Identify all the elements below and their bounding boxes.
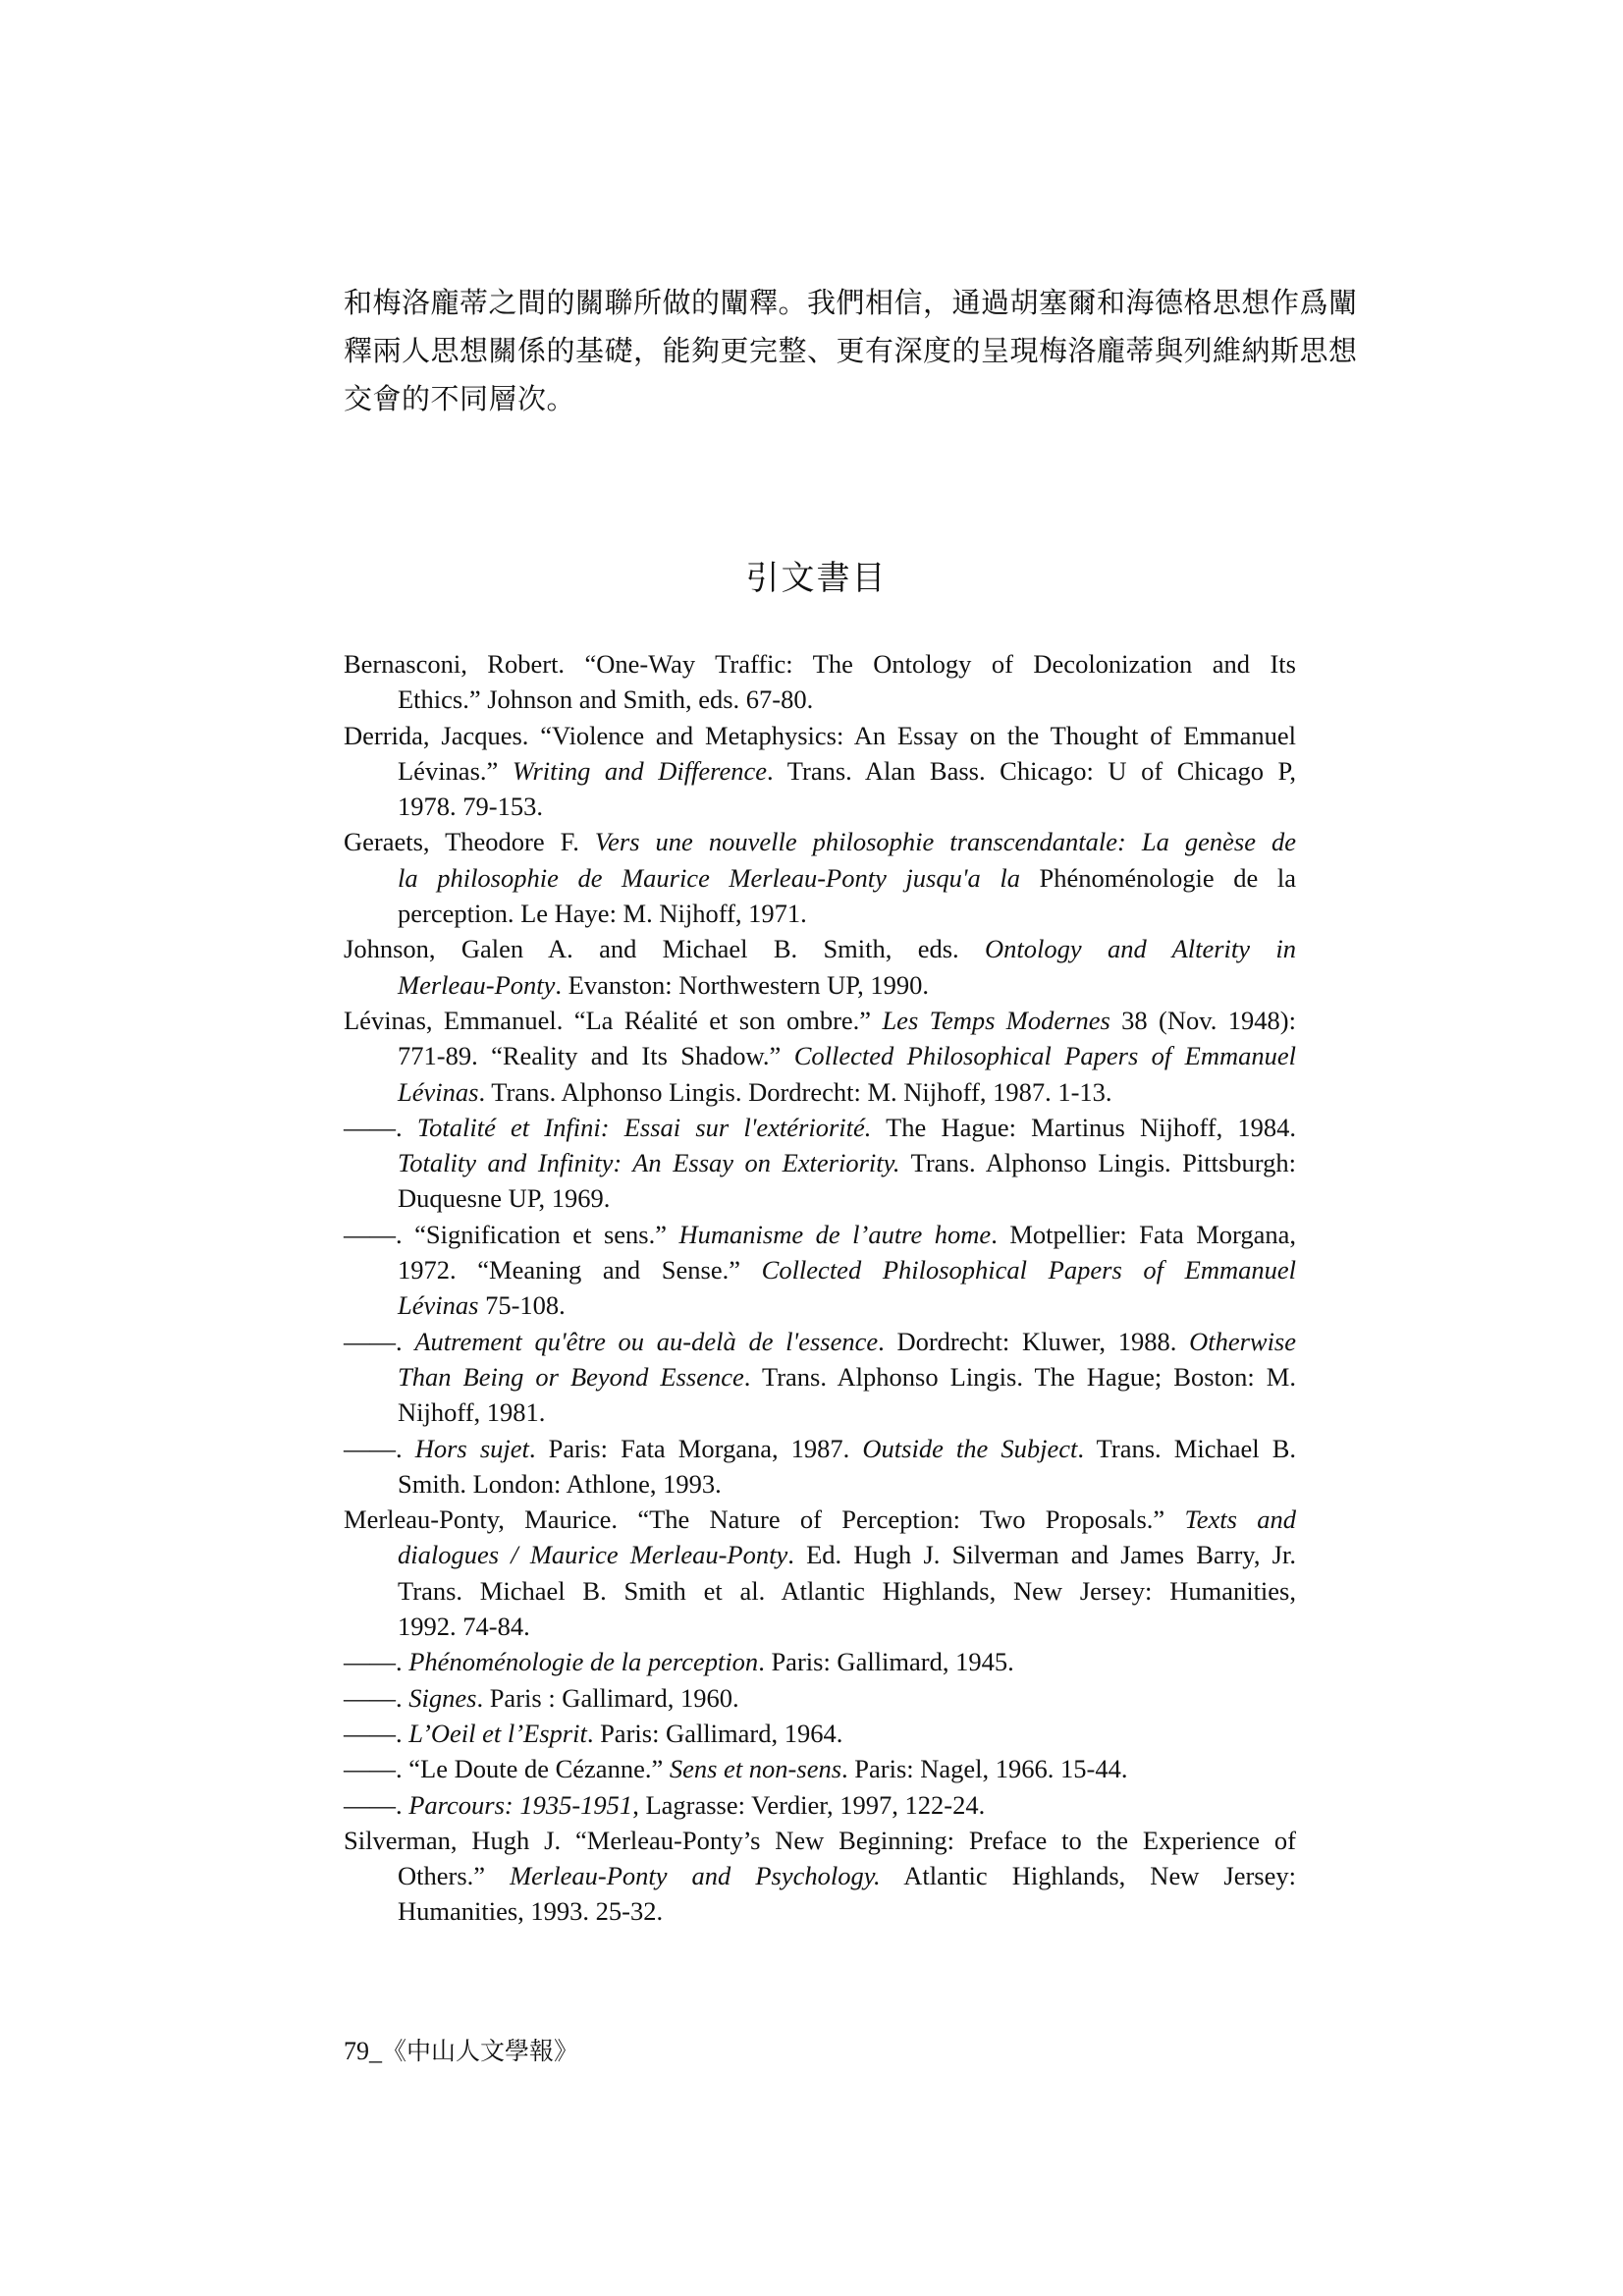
- italic-title-run: Totalité et Infini: Essai sur l'extériorité.: [416, 1112, 872, 1142]
- text-run: . Trans. Michael B.: [1077, 1433, 1296, 1463]
- bibliography-entry: [344, 1823, 1296, 1930]
- italic-title-run: Lévinas: [398, 1076, 479, 1107]
- bibliography-entry: [344, 1644, 1296, 1679]
- bibliography-line: [344, 1609, 1296, 1644]
- bibliography-entry: [344, 1431, 1296, 1503]
- bibliography-line: [344, 967, 1296, 1003]
- italic-title-run: Vers une nouvelle philosophie transcendantale: La genèse de: [594, 827, 1296, 857]
- bibliography-entry: [344, 1502, 1296, 1644]
- italic-title-run: Collected Philosophical Papers of Emmanuel: [793, 1041, 1296, 1071]
- italic-title-run: Outside the Subject: [862, 1433, 1078, 1463]
- italic-title-run: Totality and Infinity: An Essay on Exteriority.: [398, 1148, 900, 1178]
- bibliography-line: [344, 646, 1296, 682]
- italic-title-run: Hors sujet: [414, 1433, 529, 1463]
- bibliography-line: [344, 1003, 1296, 1038]
- bibliography-line: [344, 1287, 1296, 1323]
- bibliography-line: [344, 1145, 1296, 1180]
- bibliography-line: [344, 1573, 1296, 1609]
- text-run: Trans. Alphonso Lingis. Pittsburgh:: [899, 1148, 1297, 1178]
- text-run: . Paris: Gallimard, 1964.: [586, 1718, 843, 1748]
- bibliography-line: [344, 753, 1296, 789]
- text-run: Johnson, Galen A. and Michael B. Smith, eds.: [344, 934, 986, 964]
- bibliography-line: [344, 1537, 1296, 1572]
- text-run: ——. “Le Doute de Cézanne.”: [344, 1754, 670, 1784]
- text-run: ——.: [344, 1112, 417, 1142]
- text-run: The Hague: Martinus Nijhoff, 1984.: [871, 1112, 1297, 1142]
- text-run: . Trans. Alan Bass. Chicago: U of Chicago P,: [767, 755, 1296, 786]
- text-run: 1992. 74-84.: [398, 1612, 530, 1642]
- text-run: Merleau-Ponty, Maurice. “The Nature of Perception: Two Proposals.”: [344, 1504, 1185, 1535]
- italic-title-run: Autrement qu'être ou au-delà de l'essence: [414, 1326, 879, 1356]
- text-run: 38 (Nov. 1948):: [1109, 1005, 1296, 1035]
- bibliography-list: [344, 646, 1296, 1930]
- bibliography-line: [344, 1394, 1296, 1430]
- italic-title-run: la philosophie de Maurice Merleau-Ponty jusqu'a la: [398, 862, 1020, 893]
- text-run: Trans. Michael B. Smith et al. Atlantic Highlands, New Jersey: Humanities,: [398, 1575, 1296, 1606]
- italic-title-run: Texts and: [1184, 1504, 1296, 1535]
- text-run: 1972. “Meaning and Sense.”: [398, 1255, 762, 1285]
- text-run: ——. “Signification et sens.”: [344, 1219, 679, 1249]
- page-number: 79_: [344, 2037, 382, 2065]
- bibliography-line: [344, 1787, 1296, 1823]
- italic-title-run: Writing and Difference: [512, 755, 768, 786]
- text-run: Lévinas.”: [398, 755, 513, 786]
- intro-line: 交會的不同層次。: [344, 382, 576, 415]
- bibliography-line: [344, 1431, 1296, 1466]
- italic-title-run: Ontology and Alterity in: [985, 934, 1296, 964]
- text-run: ——.: [344, 1682, 409, 1713]
- text-run: . Motpellier: Fata Morgana,: [991, 1219, 1297, 1249]
- text-run: Lévinas, Emmanuel. “La Réalité et son ombre.”: [344, 1005, 883, 1035]
- bibliography-line: [344, 1217, 1296, 1252]
- text-run: perception. Le Haye: M. Nijhoff, 1971.: [398, 899, 807, 929]
- italic-title-run: Parcours: 1935-1951: [408, 1789, 633, 1820]
- bibliography-entry: [344, 1787, 1296, 1823]
- text-run: . Paris : Gallimard, 1960.: [476, 1682, 739, 1713]
- intro-line: 釋兩人思想關係的基礎，能夠更完整、更有深度的呈現梅洛龐蒂與列維納斯思想: [344, 334, 1358, 367]
- bibliography-line: [344, 860, 1296, 896]
- bibliography-line: [344, 931, 1296, 966]
- text-run: ——.: [344, 1326, 415, 1356]
- bibliography-entry: [344, 1217, 1296, 1324]
- italic-title-run: Les Temps Modernes: [882, 1005, 1110, 1035]
- text-run: ——.: [344, 1789, 409, 1820]
- page-footer: [344, 2035, 578, 2068]
- bibliography-line: [344, 896, 1296, 931]
- italic-title-run: Than Being or Beyond Essence: [398, 1361, 744, 1392]
- bibliography-entry: [344, 1324, 1296, 1431]
- bibliography-line: [344, 824, 1296, 859]
- text-run: . Ed. Hugh J. Silverman and James Barry, Jr.: [787, 1540, 1296, 1570]
- text-run: Bernasconi, Robert. “One-Way Traffic: The Ontology of Decolonization and Its: [344, 649, 1296, 679]
- bibliography-line: [344, 1110, 1296, 1145]
- text-run: Others.”: [398, 1861, 511, 1891]
- bibliography-heading: 引文書目: [745, 559, 888, 598]
- bibliography-entry: [344, 1716, 1296, 1751]
- bibliography-line: [344, 1466, 1296, 1502]
- text-run: Humanities, 1993. 25-32.: [398, 1896, 664, 1927]
- bibliography-line: [344, 1074, 1296, 1110]
- intro-line: 和梅洛龐蒂之間的關聯所做的闡釋。我們相信，通過胡塞爾和海德格思想作爲闡: [344, 286, 1358, 319]
- text-run: . Paris: Fata Morgana, 1987.: [528, 1433, 863, 1463]
- italic-title-run: Phénoménologie de la perception: [408, 1647, 759, 1677]
- text-run: ——.: [344, 1718, 409, 1748]
- italic-title-run: Merleau-Ponty and Psychology.: [510, 1861, 881, 1891]
- text-run: . Trans. Alphonso Lingis. The Hague; Boston: M.: [743, 1361, 1296, 1392]
- italic-title-run: Humanisme de l’autre home: [678, 1219, 992, 1249]
- text-run: Nijhoff, 1981.: [398, 1397, 546, 1428]
- text-run: . Trans. Alphonso Lingis. Dordrecht: M. Nijhoff, 1987. 1-13.: [478, 1076, 1112, 1107]
- bibliography-line: [344, 1823, 1296, 1858]
- bibliography-line: [344, 1038, 1296, 1073]
- text-run: . Evanston: Northwestern UP, 1990.: [555, 969, 929, 1000]
- text-run: Ethics.” Johnson and Smith, eds. 67-80.: [398, 684, 814, 715]
- text-run: Atlantic Highlands, New Jersey:: [880, 1861, 1296, 1891]
- bibliography-entry: [344, 931, 1296, 1003]
- italic-title-run: Sens et non-sens: [669, 1754, 842, 1784]
- bibliography-entry: [344, 1680, 1296, 1716]
- bibliography-entry: [344, 1110, 1296, 1217]
- bibliography-line: [344, 718, 1296, 753]
- bibliography-line: [344, 1716, 1296, 1751]
- bibliography-line: [344, 1644, 1296, 1679]
- bibliography-entry: [344, 646, 1296, 718]
- bibliography-entry: [344, 1003, 1296, 1110]
- text-run: 1978. 79-153.: [398, 792, 543, 822]
- text-run: Derrida, Jacques. “Violence and Metaphysics: An Essay on the Thought of Emmanuel: [344, 720, 1296, 750]
- bibliography-entry: [344, 1751, 1296, 1786]
- bibliography-line: [344, 1502, 1296, 1537]
- bibliography-line: [344, 1180, 1296, 1216]
- text-run: ——.: [344, 1433, 415, 1463]
- bibliography-line: [344, 789, 1296, 824]
- text-run: Duquesne UP, 1969.: [398, 1183, 611, 1214]
- journal-title: 《中山人文學報》: [382, 2037, 579, 2065]
- bibliography-line: [344, 1252, 1296, 1287]
- text-run: Silverman, Hugh J. “Merleau-Ponty’s New Beginning: Preface to the Experience of: [344, 1825, 1296, 1855]
- italic-title-run: Merleau-Ponty: [398, 969, 556, 1000]
- text-run: Smith. London: Athlone, 1993.: [398, 1468, 722, 1499]
- bibliography-line: [344, 1858, 1296, 1893]
- bibliography-line: [344, 1680, 1296, 1716]
- bibliography-line: [344, 1359, 1296, 1394]
- italic-title-run: Signes: [408, 1682, 477, 1713]
- text-run: . Dordrecht: Kluwer, 1988.: [878, 1326, 1190, 1356]
- text-run: . Paris: Gallimard, 1945.: [758, 1647, 1014, 1677]
- text-run: Geraets, Theodore F.: [344, 827, 595, 857]
- text-run: 75-108.: [478, 1290, 566, 1321]
- bibliography-line: [344, 1893, 1296, 1929]
- italic-title-run: Lévinas: [398, 1290, 479, 1321]
- text-run: ——.: [344, 1647, 409, 1677]
- bibliography-line: [344, 682, 1296, 717]
- intro-paragraph: [344, 279, 1358, 423]
- bibliography-line: [344, 1751, 1296, 1786]
- italic-title-run: L’Oeil et l’Esprit: [408, 1718, 587, 1748]
- text-run: Phénoménologie de la: [1019, 862, 1296, 893]
- bibliography-line: [344, 1324, 1296, 1359]
- text-run: . Paris: Nagel, 1966. 15-44.: [841, 1754, 1128, 1784]
- bibliography-entry: [344, 824, 1296, 931]
- text-run: , Lagrasse: Verdier, 1997, 122-24.: [632, 1789, 986, 1820]
- bibliography-entry: [344, 718, 1296, 825]
- text-run: 771-89. “Reality and Its Shadow.”: [398, 1041, 794, 1071]
- italic-title-run: dialogues / Maurice Merleau-Ponty: [398, 1540, 788, 1570]
- italic-title-run: Otherwise: [1189, 1326, 1296, 1356]
- italic-title-run: Collected Philosophical Papers of Emmanuel: [761, 1255, 1296, 1285]
